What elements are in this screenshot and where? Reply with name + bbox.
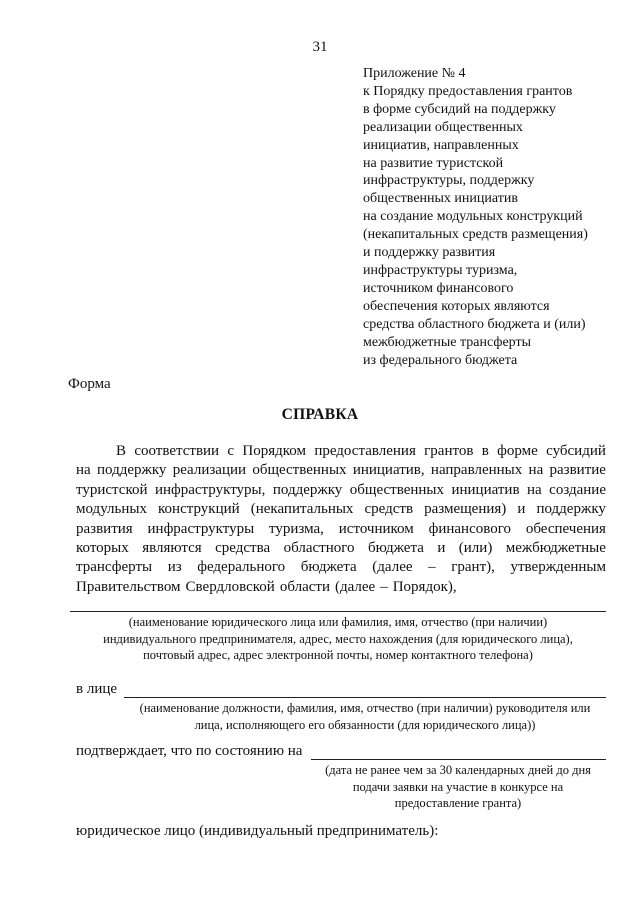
- appendix-line: на развитие туристской: [363, 155, 504, 171]
- body-word: грант),: [451, 559, 495, 576]
- body-line: [76, 442, 606, 461]
- body-word: бюджета: [300, 559, 357, 576]
- body-line: [76, 578, 606, 597]
- appendix-line: средства областного бюджета и (или): [363, 316, 586, 332]
- body-word: –: [428, 559, 436, 576]
- body-word: туристской: [76, 481, 148, 498]
- appendix-line: в форме субсидий на поддержку: [363, 101, 556, 117]
- body-word: форме: [497, 443, 538, 459]
- body-word: Порядок),: [392, 578, 457, 595]
- body-word: В: [116, 443, 127, 459]
- body-line: [76, 481, 606, 500]
- body-word: области: [279, 578, 330, 595]
- body-word: в: [481, 443, 489, 459]
- body-word: трансферты: [76, 559, 153, 576]
- field-organization-caption: [70, 614, 606, 664]
- body-word: федерального: [197, 559, 286, 576]
- body-word: утвержденным: [510, 559, 606, 576]
- body-word: инициатив,: [352, 462, 425, 479]
- appendix-line: реализации общественных: [363, 119, 523, 135]
- page-number: 31: [312, 39, 328, 55]
- form-label: Форма: [68, 376, 111, 392]
- body-word: инфраструктуры,: [154, 481, 266, 498]
- body-word: средства: [215, 540, 271, 557]
- body-word: модульных: [76, 501, 147, 518]
- appendix-line: обеспечения которых являются: [363, 298, 550, 314]
- body-word: которых: [76, 540, 129, 557]
- field-date-line[interactable]: [311, 759, 606, 760]
- body-word: на: [527, 481, 542, 498]
- body-word: финансового: [428, 520, 512, 537]
- field-representative-line[interactable]: [124, 697, 606, 698]
- body-word: из: [167, 559, 182, 576]
- appendix-line: общественных инициатив: [363, 191, 518, 207]
- body-word: и: [517, 501, 526, 518]
- appendix-line: из федерального бюджета: [363, 352, 518, 368]
- body-word: Свердловской: [185, 578, 275, 595]
- body-word: Правительством: [76, 578, 181, 595]
- body-line: [76, 520, 606, 539]
- appendix-line: на создание модульных конструкций: [363, 209, 583, 225]
- caption-line: (дата не ранее чем за 30 календарных дней до дня: [325, 763, 591, 777]
- body-word: (или): [458, 540, 493, 557]
- appendix-line: источником финансового: [363, 280, 514, 296]
- caption-line: лица, исполняющего его обязанности (для юридического лица)): [194, 717, 536, 732]
- body-word: поддержку: [272, 481, 343, 498]
- body-word: инфраструктуры: [147, 520, 255, 537]
- appendix-line: инфраструктуры, поддержку: [363, 173, 535, 189]
- body-word: поддержку: [536, 501, 606, 518]
- body-word: размещения): [424, 501, 507, 518]
- body-word: (далее: [372, 559, 413, 576]
- body-word: общественных: [349, 481, 444, 498]
- body-paragraph: [76, 442, 606, 597]
- appendix-line: Приложение № 4: [363, 66, 466, 81]
- caption-line: почтовый адрес, адрес электронной почты, номер контактного телефона): [143, 648, 533, 663]
- field-date-label: подтверждает, что по состоянию на: [76, 743, 303, 759]
- field-representative-caption: [124, 700, 606, 733]
- body-word: с: [227, 443, 235, 459]
- body-word: реализации: [172, 462, 247, 479]
- body-line: [76, 461, 606, 480]
- field-date-caption: [300, 762, 616, 812]
- appendix-line: к Порядку предоставления грантов: [363, 83, 573, 99]
- body-word: межбюджетные: [505, 540, 606, 557]
- body-word: средств: [364, 501, 414, 518]
- appendix-line: инициатив, направленных: [363, 137, 519, 153]
- body-word: областного: [283, 540, 355, 557]
- body-word: туризма,: [269, 520, 324, 537]
- body-word: общественных: [252, 462, 347, 479]
- body-word: и: [437, 540, 446, 557]
- body-word: Порядком: [242, 443, 306, 459]
- body-word: –: [380, 578, 388, 595]
- caption-line: индивидуального предпринимателя, адрес, место нахождения (для юридического лица),: [103, 631, 573, 646]
- closing-line: юридическое лицо (индивидуальный предприниматель):: [76, 823, 439, 839]
- caption-line: подачи заявки на участие в конкурсе на: [352, 779, 564, 794]
- body-word: субсидий: [546, 443, 606, 459]
- field-representative-label: в лице: [76, 681, 118, 697]
- body-word: являются: [142, 540, 202, 557]
- body-word: поддержку: [96, 462, 167, 479]
- body-word: предоставления: [314, 443, 416, 459]
- body-word: на: [528, 462, 544, 479]
- body-word: грантов: [424, 443, 474, 459]
- caption-line: (наименование юридического лица или фамилия, имя, отчество (при наличии): [128, 615, 548, 629]
- body-word: (некапитальных: [250, 501, 354, 518]
- field-organization-line[interactable]: [70, 611, 606, 612]
- body-word: инициатив: [451, 481, 520, 498]
- body-word: развитие: [549, 462, 606, 479]
- appendix-header: [363, 65, 633, 369]
- body-word: развития: [76, 520, 133, 537]
- body-word: создание: [549, 481, 606, 498]
- appendix-line: инфраструктуры туризма,: [363, 262, 518, 278]
- appendix-line: межбюджетные трансферты: [363, 334, 531, 350]
- body-word: (далее: [335, 578, 376, 595]
- body-word: источником: [338, 520, 414, 537]
- body-line: [76, 539, 606, 558]
- body-word: конструкций: [158, 501, 240, 518]
- body-word: соответствии: [134, 443, 220, 459]
- body-word: на: [76, 462, 91, 479]
- body-line: [76, 500, 606, 519]
- appendix-line: и поддержку развития: [363, 245, 496, 261]
- body-word: бюджета: [367, 540, 424, 557]
- body-line: [76, 558, 606, 577]
- caption-line: предоставление гранта): [394, 796, 522, 811]
- caption-line: (наименование должности, фамилия, имя, отчество (при наличии) руководителя или: [139, 701, 591, 715]
- document-title: СПРАВКА: [281, 406, 359, 423]
- body-word: обеспечения: [525, 520, 606, 537]
- body-word: направленных: [430, 462, 523, 479]
- appendix-line: (некапитальных средств размещения): [363, 227, 588, 243]
